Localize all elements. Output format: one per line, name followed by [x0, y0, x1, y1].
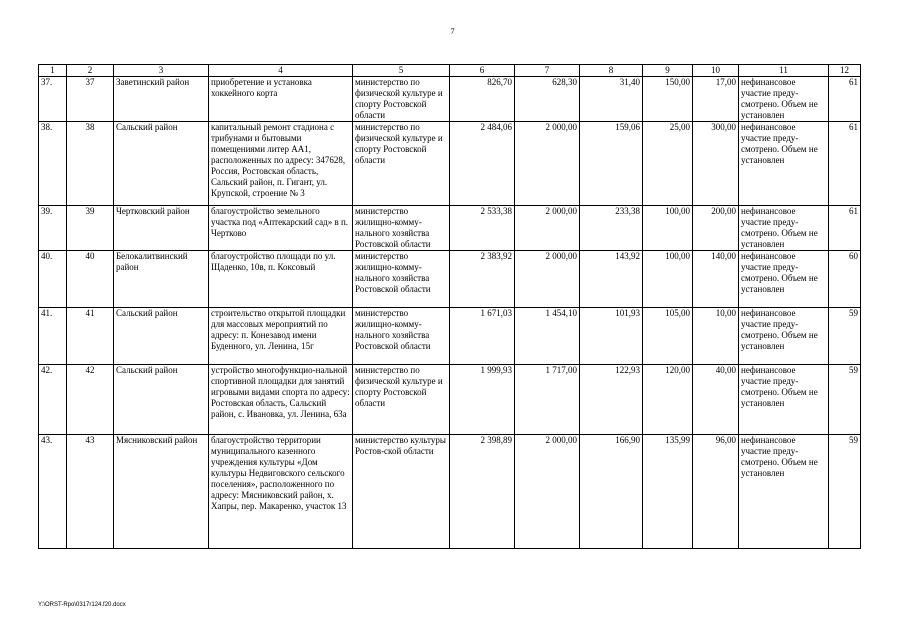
local-budget-cell: 122,93 [580, 365, 643, 435]
score-cell: 59 [829, 365, 861, 435]
extra-budget-1-cell: 25,00 [643, 122, 693, 206]
column-header-4: 4 [209, 65, 353, 77]
project-description-cell: благоустройство территории муниципального казенного учреждения культуры «Дом культуры Недвиговского сельского поселения», расположенного по адресу: Мясниковский район, х. Хапры, пер. Макаренко, участок 13 [209, 435, 353, 549]
total-amount-cell: 2 484,06 [450, 122, 515, 206]
regional-budget-cell: 2 000,00 [515, 206, 580, 251]
row-index-cell: 39. [39, 206, 67, 251]
score-cell: 59 [829, 308, 861, 365]
nonfinancial-note-cell: нефинансовое участие преду-смотрено. Объем не установлен [739, 308, 829, 365]
score-cell: 61 [829, 77, 861, 122]
table-row [39, 77, 861, 122]
project-description-cell: капитальный ремонт стадиона с трибунами и бытовыми помещениями литер АА1, расположенных по адресу: 347628, Россия, Ростовская область, Сальский район, п. Гигант, ул. Крупской, строение № 3 [209, 122, 353, 206]
nonfinancial-note-cell: нефинансовое участие преду-смотрено. Объем не установлен [739, 206, 829, 251]
ministry-cell: министерство жилищно-комму-нального хозяйства Ростовской области [353, 206, 450, 251]
row-index-cell: 42. [39, 365, 67, 435]
total-amount-cell: 1 999,93 [450, 365, 515, 435]
header-row [39, 65, 861, 77]
local-budget-cell: 159,06 [580, 122, 643, 206]
column-header-11: 11 [739, 65, 829, 77]
regional-budget-cell: 628,30 [515, 77, 580, 122]
extra-budget-2-cell: 17,00 [693, 77, 739, 122]
item-number-cell: 40 [67, 251, 114, 308]
score-cell: 59 [829, 435, 861, 549]
row-index-cell: 40. [39, 251, 67, 308]
district-cell: Мясниковский район [114, 435, 209, 549]
ministry-cell: министерство по физической культуре и спорту Ростовской области [353, 77, 450, 122]
item-number-cell: 38 [67, 122, 114, 206]
district-cell: Сальский район [114, 122, 209, 206]
extra-budget-2-cell: 140,00 [693, 251, 739, 308]
extra-budget-2-cell: 96,00 [693, 435, 739, 549]
extra-budget-1-cell: 120,00 [643, 365, 693, 435]
regional-budget-cell: 1 454,10 [515, 308, 580, 365]
column-header-8: 8 [580, 65, 643, 77]
extra-budget-1-cell: 100,00 [643, 251, 693, 308]
district-cell: Чертковский район [114, 206, 209, 251]
district-cell: Белокалитвинский район [114, 251, 209, 308]
column-header-3: 3 [114, 65, 209, 77]
score-cell: 60 [829, 251, 861, 308]
local-budget-cell: 31,40 [580, 77, 643, 122]
total-amount-cell: 826,70 [450, 77, 515, 122]
nonfinancial-note-cell: нефинансовое участие преду-смотрено. Объем не установлен [739, 122, 829, 206]
district-cell: Сальский район [114, 308, 209, 365]
column-header-2: 2 [67, 65, 114, 77]
column-header-9: 9 [643, 65, 693, 77]
nonfinancial-note-cell: нефинансовое участие преду-смотрено. Объем не установлен [739, 365, 829, 435]
regional-budget-cell: 2 000,00 [515, 435, 580, 549]
nonfinancial-note-cell: нефинансовое участие преду-смотрено. Объем не установлен [739, 251, 829, 308]
nonfinancial-note-cell: нефинансовое участие преду-смотрено. Объем не установлен [739, 77, 829, 122]
file-path-footer: Y:\ORST-Rpo\0317r124.f20.docx [38, 602, 126, 608]
page-number: 7 [450, 27, 455, 36]
item-number-cell: 37 [67, 77, 114, 122]
regional-budget-cell: 2 000,00 [515, 251, 580, 308]
regional-budget-cell: 1 717,00 [515, 365, 580, 435]
score-cell: 61 [829, 206, 861, 251]
regional-budget-cell: 2 000,00 [515, 122, 580, 206]
table-row [39, 122, 861, 206]
total-amount-cell: 2 383,92 [450, 251, 515, 308]
district-cell: Сальский район [114, 365, 209, 435]
column-header-10: 10 [693, 65, 739, 77]
extra-budget-2-cell: 40,00 [693, 365, 739, 435]
project-description-cell: устройство многофункцио-нальной спортивной площадки для занятий игровыми видами спорта по адресу: Ростовская область, Сальский район, с. Ивановка, ул. Ленина, 63а [209, 365, 353, 435]
item-number-cell: 42 [67, 365, 114, 435]
local-budget-cell: 233,38 [580, 206, 643, 251]
ministry-cell: министерство культуры Ростов-ской области [353, 435, 450, 549]
extra-budget-1-cell: 105,00 [643, 308, 693, 365]
extra-budget-2-cell: 300,00 [693, 122, 739, 206]
table-row [39, 206, 861, 251]
column-header-7: 7 [515, 65, 580, 77]
extra-budget-1-cell: 150,00 [643, 77, 693, 122]
project-description-cell: строительство открытой площадки для массовых мероприятий по адресу: п. Конезавод имени Буденного, ул. Ленина, 15г [209, 308, 353, 365]
row-index-cell: 43. [39, 435, 67, 549]
total-amount-cell: 1 671,03 [450, 308, 515, 365]
ministry-cell: министерство по физической культуре и спорту Ростовской области [353, 365, 450, 435]
extra-budget-2-cell: 10,00 [693, 308, 739, 365]
row-index-cell: 38. [39, 122, 67, 206]
column-header-1: 1 [39, 65, 67, 77]
row-index-cell: 37. [39, 77, 67, 122]
district-cell: Заветинский район [114, 77, 209, 122]
column-header-12: 12 [829, 65, 861, 77]
project-description-cell: благоустройство площади по ул. Щаденко, 10в, п. Коксовый [209, 251, 353, 308]
local-budget-cell: 101,93 [580, 308, 643, 365]
project-description-cell: благоустройство земельного участка под «Аптекарский сад» в п. Чертково [209, 206, 353, 251]
column-header-5: 5 [353, 65, 450, 77]
table-row [39, 308, 861, 365]
table-row [39, 435, 861, 549]
table-row [39, 365, 861, 435]
local-budget-cell: 166,90 [580, 435, 643, 549]
item-number-cell: 43 [67, 435, 114, 549]
item-number-cell: 39 [67, 206, 114, 251]
nonfinancial-note-cell: нефинансовое участие преду-смотрено. Объем не установлен [739, 435, 829, 549]
local-budget-cell: 143,92 [580, 251, 643, 308]
table-row [39, 251, 861, 308]
data-table [38, 64, 861, 549]
column-header-6: 6 [450, 65, 515, 77]
score-cell: 61 [829, 122, 861, 206]
extra-budget-1-cell: 100,00 [643, 206, 693, 251]
total-amount-cell: 2 533,38 [450, 206, 515, 251]
ministry-cell: министерство жилищно-комму-нального хозяйства Ростовской области [353, 251, 450, 308]
project-description-cell: приобретение и установка хоккейного корта [209, 77, 353, 122]
extra-budget-1-cell: 135,99 [643, 435, 693, 549]
item-number-cell: 41 [67, 308, 114, 365]
ministry-cell: министерство жилищно-комму-нального хозяйства Ростовской области [353, 308, 450, 365]
row-index-cell: 41. [39, 308, 67, 365]
ministry-cell: министерство по физической культуре и спорту Ростовской области [353, 122, 450, 206]
extra-budget-2-cell: 200,00 [693, 206, 739, 251]
total-amount-cell: 2 398,89 [450, 435, 515, 549]
